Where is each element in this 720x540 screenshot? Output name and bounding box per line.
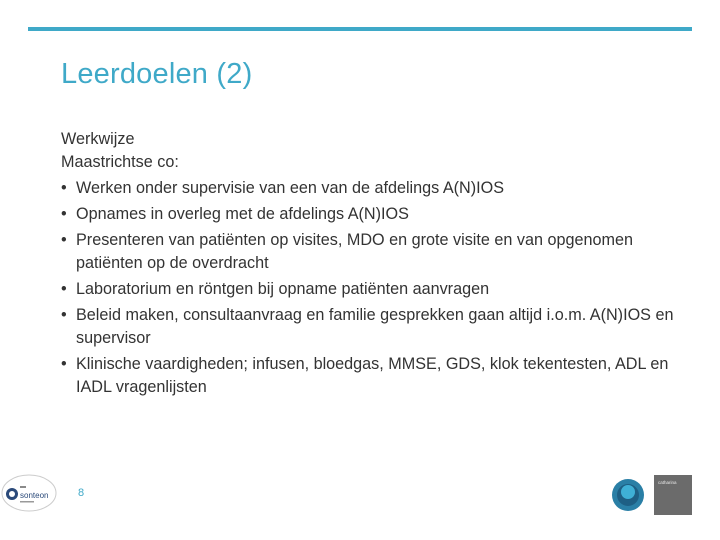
- slide-body: [61, 128, 681, 399]
- hospital-logo-left: [0, 471, 58, 515]
- right-logo-text: catharina: [658, 480, 677, 485]
- bullet-item: • Presenteren van patiënten op visites, MDO en grote visite en van opgenomen patiënten op de overdracht: [61, 229, 681, 275]
- left-logo-text: sonteon: [20, 491, 49, 500]
- subtitle: Werkwijze: [61, 130, 135, 148]
- slide-title: Leerdoelen (2): [61, 58, 253, 90]
- bullet-item: • Opnames in overleg met de afdelings A(N)IOS: [61, 203, 681, 226]
- bullet-list: [61, 177, 681, 399]
- page-number: 8: [78, 487, 85, 499]
- bullet-item: • Klinische vaardigheden; infusen, bloedgas, MMSE, GDS, klok tekentesten, ADL en IADL vragenlijsten: [61, 353, 681, 399]
- bullet-item: • Beleid maken, consultaanvraag en familie gesprekken gaan altijd i.o.m. A(N)IOS en supervisor: [61, 304, 681, 350]
- bullet-item: • Werken onder supervisie van een van de afdelings A(N)IOS: [61, 177, 681, 200]
- logo-circle-icon: [611, 478, 645, 512]
- section-heading: Maastrichtse co:: [61, 153, 179, 171]
- bullet-item: • Laboratorium en röntgen bij opname patiënten aanvragen: [61, 278, 681, 301]
- top-accent-rule: [28, 27, 692, 31]
- hospital-logo-right: [654, 475, 692, 515]
